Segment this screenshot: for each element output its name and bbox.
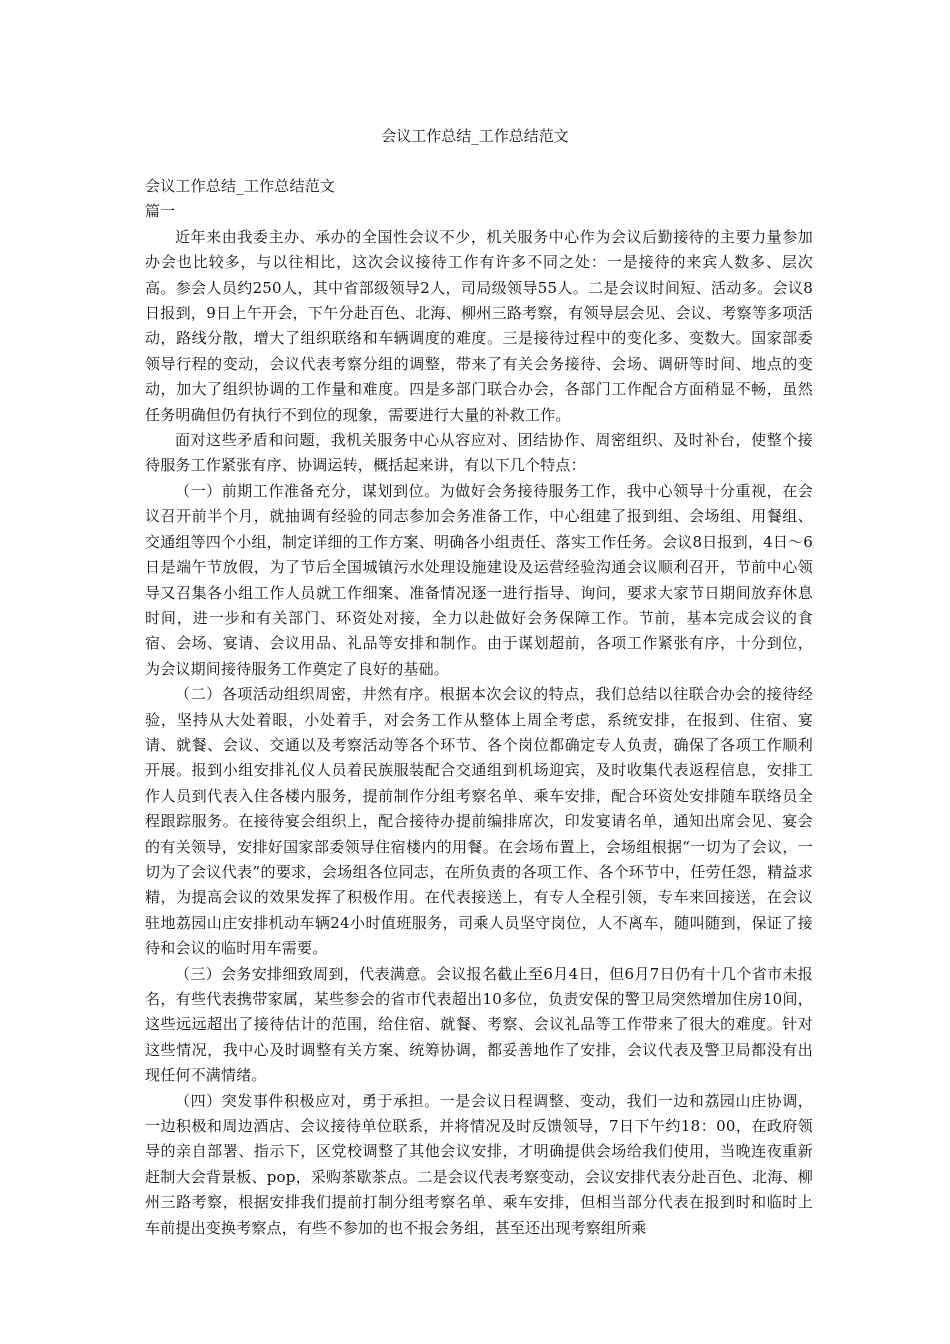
paragraph-point-1: （一）前期工作准备充分，谋划到位。为做好会务接待服务工作，我中心领导十分重视，在会议召开前半个月，就抽调有经验的同志参加会务准备工作，中心组建了报到组、会场组、用餐组、交通组等四个小组，制定详细的工作方案、明确各小组责任、落实工作任务。会议8日报到，4日～6日是端午节放假，为了节后全国城镇污水处理设施建设及运营经验沟通会议顺利召开，节前中心领导又召集各小组工作人员就工作细案、准备情况逐一进行指导、询问，要求大家节日期间放弃休息时间，进一步和有关部门、环资处对接，全力以赴做好会务保障工作。节前，基本完成会议的食宿、会场、宴请、会议用品、礼品等安排和制作。由于谋划超前，各项工作紧张有序，十分到位，为会议期间接待服务工作奠定了良好的基础。 bbox=[145, 481, 813, 678]
document-subtitle: 会议工作总结_工作总结范文 bbox=[145, 177, 336, 195]
document-body bbox=[145, 174, 813, 1241]
paragraph-point-2: （二）各项活动组织周密，井然有序。根据本次会议的特点，我们总结以往联合办会的接待经验，坚持从大处着眼，小处着手，对会务工作从整体上周全考虑，系统安排，在报到、住宿、宴请、就餐、会议、交通以及考察活动等各个环节、各个岗位都确定专人负责，确保了各项工作顺利开展。报到小组安排礼仪人员着民族服装配合交通组到机场迎宾，及时收集代表返程信息，安排工作人员到代表入住各楼内服务，提前制作分组考察名单、乘车安排，配合环资处安排随车联络员全程跟踪服务。在接待宴会组织上，配合接待办提前编排席次，印发宴请名单，通知出席会见、宴会的有关领导，安排好国家部委领导住宿楼内的用餐。在会场布置上，会场组根据“一切为了会议，一切为了会议代表”的要求，会场组各位同志，在所负责的各项工作、各个环节中，任劳任怨，精益求精，为提高会议的效果发挥了积极作用。在代表接送上，有专人全程引领，专车来回接送，在会议驻地荔园山庄安排机动车辆24小时值班服务，司乘人员坚守岗位，人不离车，随叫随到，保证了接待和会议的临时用车需要。 bbox=[145, 685, 813, 958]
paragraph-point-3: （三）会务安排细致周到，代表满意。会议报名截止至6月4日，但6月7日仍有十几个省市未报名，有些代表携带家属，某些参会的省市代表超出10多位，负责安保的警卫局突然增加住房10间，这些远远超出了接待估计的范围，给住宿、就餐、考察、会议礼品等工作带来了很大的难度。针对这些情况，我中心及时调整有关方案、统筹协调，都妥善地作了安排，会议代表及警卫局都没有出现任何不满情绪。 bbox=[145, 964, 813, 1085]
paragraph-point-4: （四）突发事件积极应对，勇于承担。一是会议日程调整、变动，我们一边和荔园山庄协调，一边积极和周边酒店、会议接待单位联系，并将情况及时反馈领导，7日下午约18：00，在政府领导的亲自部署、指示下，区党校调整了其他会议安排，才明确提供会场给我们使用，当晚连夜重新赶制大会背景板、pop，采购茶歇茶点。二是会议代表考察变动，会议安排代表分赴百色、北海、柳州三路考察，根据安排我们提前打制分组考察名单、乘车安排，但相当部分代表在报到时和临时上车前提出变换考察点，有些不参加的也不报会务组，甚至还出现考察组所乘 bbox=[145, 1091, 813, 1237]
section-label: 篇一 bbox=[145, 202, 176, 221]
paragraph-summary: 面对这些矛盾和问题，我机关服务中心从容应对、团结协作、周密组织、及时补台，使整个接待服务工作紧张有序、协调运转，概括起来讲，有以下几个特点： bbox=[145, 431, 813, 475]
document-title: 会议工作总结_工作总结范文 bbox=[381, 127, 569, 145]
paragraph-intro: 近年来由我委主办、承办的全国性会议不少，机关服务中心作为会议后勤接待的主要力量参加办会也比较多，与以往相比，这次会议接待工作有许多不同之处：一是接待的来宾人数多、层次高。参会人员约250人，其中省部级领导2人，司局级领导55人。二是会议时间短、活动多。会议8日报到，9日上午开会，下午分赴百色、北海、柳州三路考察，有领导层会见、会议、考察等多项活动，路线分散，增大了组织联络和车辆调度的难度。三是接待过程中的变化多、变数大。国家部委领导行程的变动，会议代表考察分组的调整，带来了有关会务接待、会场、调研等时间、地点的变动，加大了组织协调的工作量和难度。四是多部门联合办会，各部门工作配合方面稍显不畅，虽然任务明确但仍有执行不到位的现象，需要进行大量的补救工作。 bbox=[145, 227, 813, 424]
